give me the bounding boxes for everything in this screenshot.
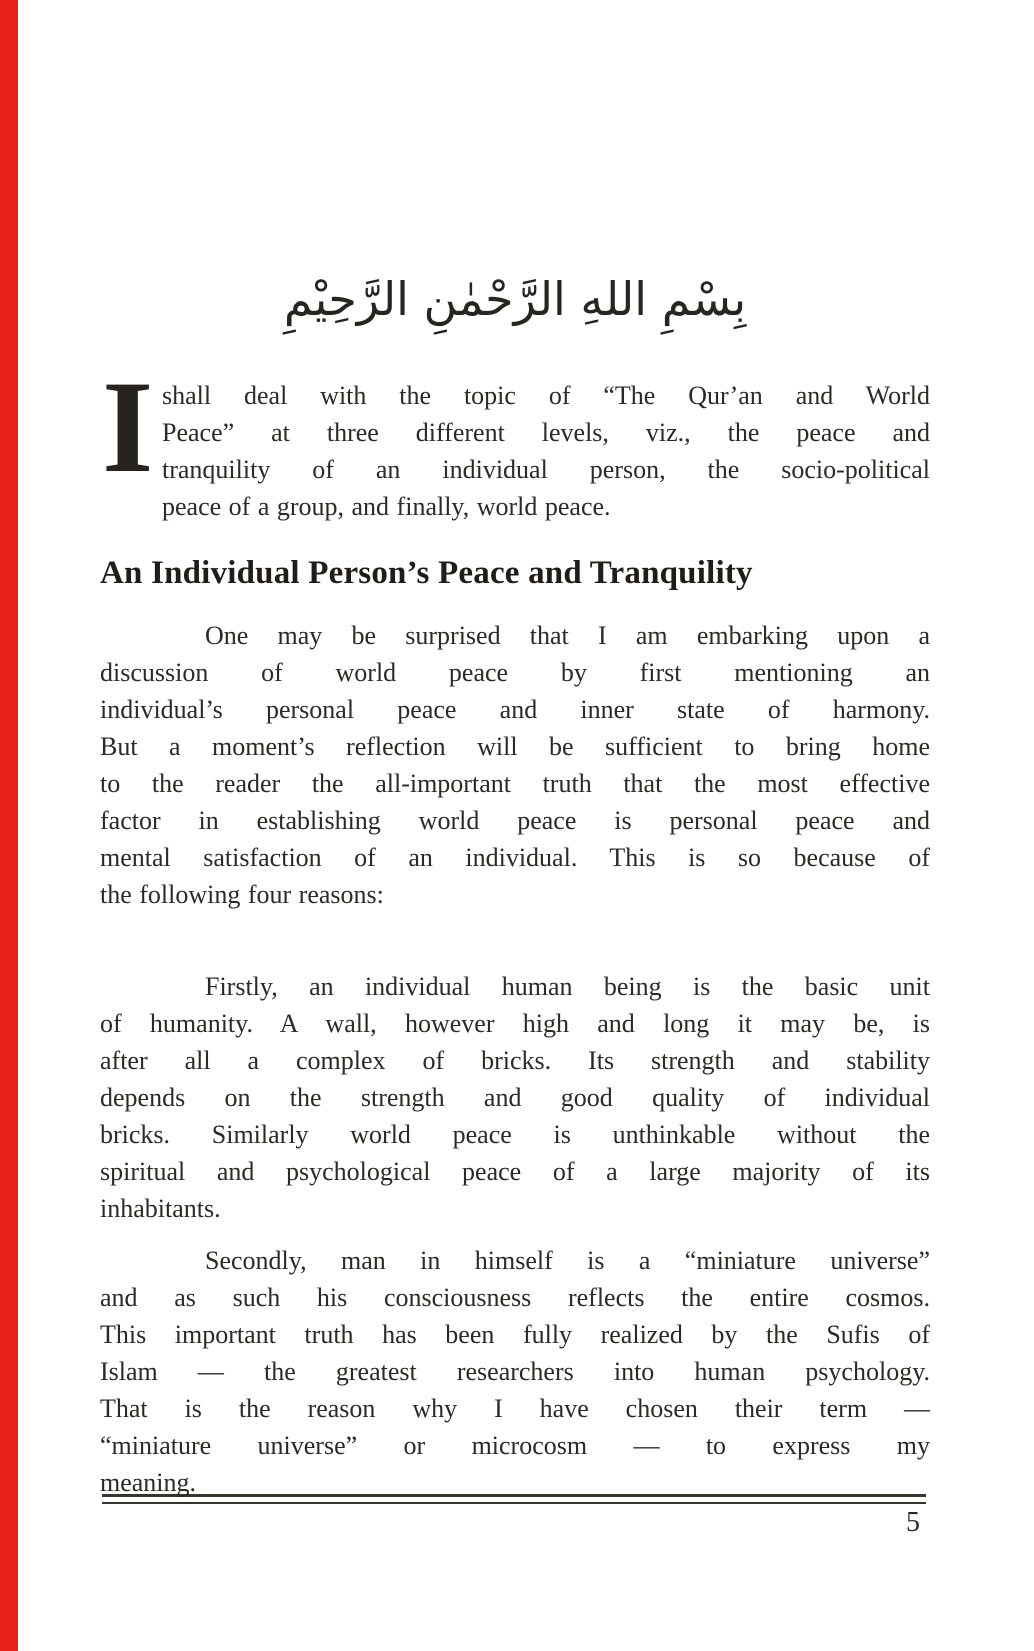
page-number: 5 <box>906 1507 920 1538</box>
text-line: the following four reasons: <box>100 880 384 909</box>
text-line: factor in establishing world peace is personal peace and <box>100 806 930 835</box>
text-line: discussion of world peace by first mentioning an <box>100 658 930 687</box>
text-line: Firstly, an individual human being is the basic unit <box>205 972 930 1001</box>
text-line: That is the reason why I have chosen their term — <box>100 1394 930 1423</box>
text-line: spiritual and psychological peace of a large majority of its <box>100 1157 930 1186</box>
opening-paragraph <box>100 353 930 525</box>
text-line: depends on the strength and good quality of individual <box>100 1083 930 1112</box>
text-line: to the reader the all-important truth that the most effective <box>100 769 930 798</box>
page-content <box>100 0 930 1539</box>
text-line: individual’s personal peace and inner state of harmony. <box>100 695 930 724</box>
text-line: But a moment’s reflection will be sufficient to bring home <box>100 732 930 761</box>
text-line: Peace” at three different levels, viz., the peace and <box>162 418 930 447</box>
body-paragraph <box>100 1242 930 1501</box>
text-line: of humanity. A wall, however high and long it may be, is <box>100 1009 930 1038</box>
section-heading: An Individual Person’s Peace and Tranquility <box>100 555 753 591</box>
text-line: mental satisfaction of an individual. This is so because of <box>100 843 930 872</box>
text-line: “miniature universe” or microcosm — to express my <box>100 1431 930 1460</box>
text-line: after all a complex of bricks. Its strength and stability <box>100 1046 930 1075</box>
text-line: and as such his consciousness reflects the entire cosmos. <box>100 1283 930 1312</box>
text-line: peace of a group, and finally, world peace. <box>162 492 611 521</box>
text-line: Islam — the greatest researchers into human psychology. <box>100 1357 930 1386</box>
text-line: meaning. <box>100 1468 197 1497</box>
text-line: shall deal with the topic of “The Qur’an and World <box>162 381 930 410</box>
text-line: inhabitants. <box>100 1194 221 1223</box>
scan-red-edge-strip <box>0 0 18 1651</box>
drop-cap-letter: I <box>102 353 154 500</box>
body-paragraph <box>100 968 930 1227</box>
text-line: Secondly, man in himself is a “miniature universe” <box>205 1246 930 1275</box>
text-line: bricks. Similarly world peace is unthinkable without the <box>100 1120 930 1149</box>
text-line: One may be surprised that I am embarking upon a <box>205 621 930 650</box>
body-paragraph <box>100 617 930 913</box>
text-line: This important truth has been fully realized by the Sufis of <box>100 1320 930 1349</box>
bismillah-calligraphy: بِسْمِ اللهِ الرَّحْمٰنِ الرَّحِيْمِ <box>283 272 747 326</box>
text-line: tranquility of an individual person, the socio-political <box>162 455 930 484</box>
footer-double-rule <box>102 1494 926 1504</box>
